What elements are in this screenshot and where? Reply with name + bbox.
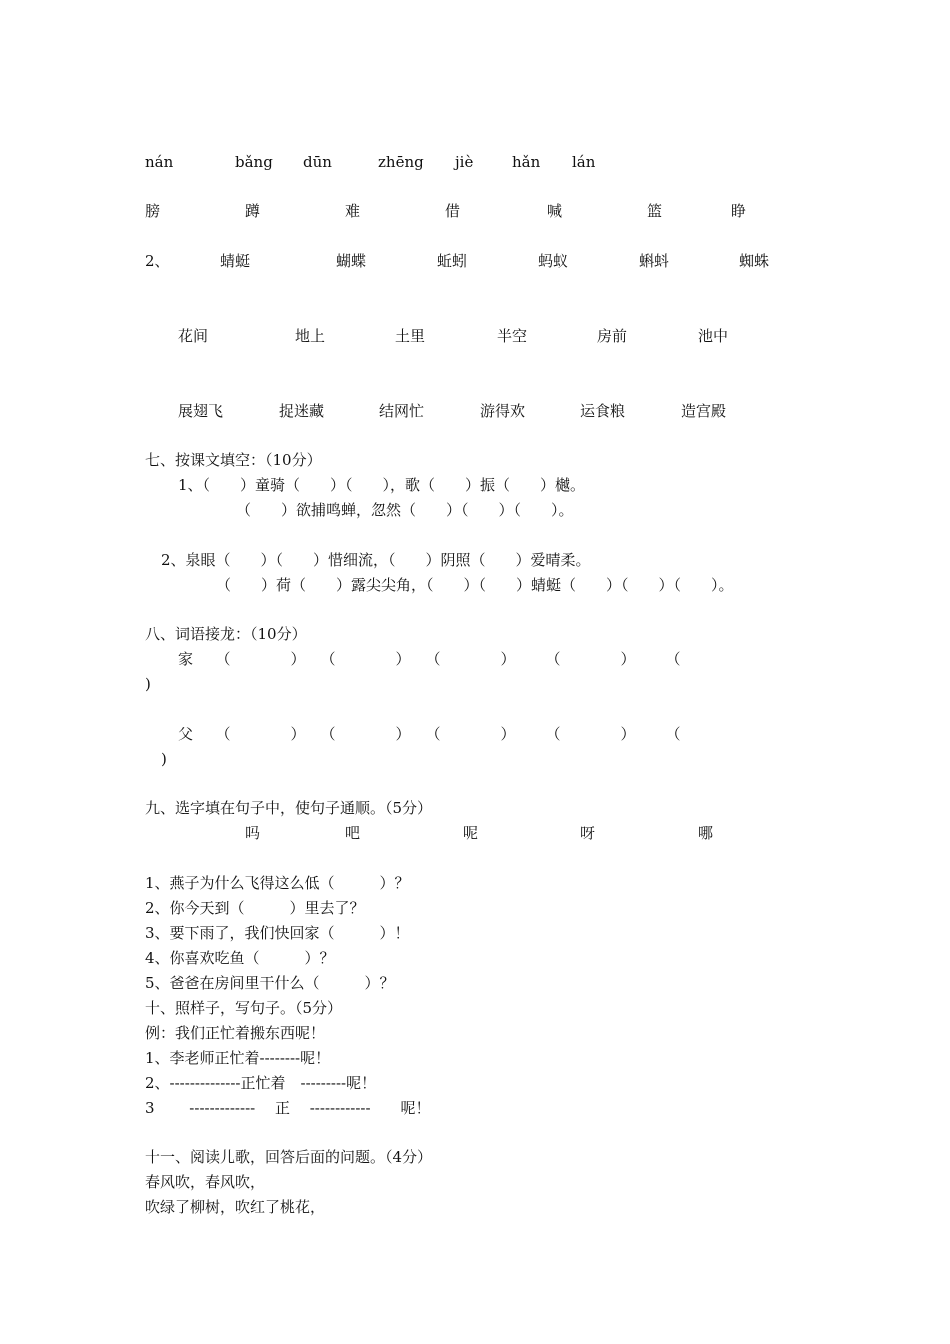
pinyin-7: lán	[572, 153, 596, 171]
char-6: 篮	[647, 202, 663, 220]
chain-row-2: 父 （ ） （ ） （ ） （ ） （	[178, 725, 681, 743]
section-10-title: 十、照样子，写句子。（5分）	[145, 999, 343, 1017]
option-3: 呢	[463, 824, 479, 842]
place-3: 土里	[395, 327, 426, 345]
char-2: 蹲	[245, 202, 261, 220]
char-3: 难	[345, 202, 361, 220]
char-7: 睁	[731, 202, 747, 220]
insect-1: 蜻蜓	[220, 252, 251, 270]
insect-5: 蝌蚪	[639, 252, 670, 270]
s10-line-1: 1、李老师正忙着--------呢！	[145, 1049, 331, 1067]
s7-line-1: 1、（ ）童骑（ ）（ ），歌（ ）振（ ）樾。	[178, 476, 586, 494]
action-5: 运食粮	[580, 402, 626, 420]
chain-row-1-tail: )	[145, 675, 151, 693]
insect-2: 蝴蝶	[336, 252, 367, 270]
place-2: 地上	[295, 327, 326, 345]
insect-6: 蜘蛛	[739, 252, 770, 270]
action-2: 捉迷藏	[279, 402, 325, 420]
s10-line-3: 3 ------------- 正 ------------ 呢！	[145, 1099, 431, 1117]
place-5: 房前	[597, 327, 628, 345]
s10-example: 例：我们正忙着搬东西呢！	[145, 1024, 326, 1042]
pinyin-3: dūn	[303, 153, 332, 171]
pinyin-1: nán	[145, 153, 174, 171]
poem-line-1: 春风吹，春风吹，	[145, 1173, 266, 1191]
pinyin-4: zhēng	[378, 153, 424, 171]
s9-item-1: 1、燕子为什么飞得这么低（ ）？	[145, 874, 410, 892]
char-1: 膀	[145, 202, 161, 220]
q2-number: 2、	[145, 252, 170, 270]
option-4: 呀	[580, 824, 596, 842]
pinyin-5: jiè	[455, 153, 474, 171]
option-1: 吗	[245, 824, 261, 842]
chain-row-2-tail: )	[161, 750, 167, 768]
chain-row-1: 家 （ ） （ ） （ ） （ ） （	[178, 650, 681, 668]
place-6: 池中	[698, 327, 729, 345]
action-4: 游得欢	[480, 402, 526, 420]
poem-line-2: 吹绿了柳树，吹红了桃花，	[145, 1198, 326, 1216]
section-8-title: 八、词语接龙：（10分）	[145, 625, 307, 643]
section-7-title: 七、按课文填空：（10分）	[145, 451, 322, 469]
char-4: 借	[445, 202, 461, 220]
place-1: 花间	[178, 327, 209, 345]
place-4: 半空	[497, 327, 528, 345]
section-11-title: 十一、阅读儿歌，回答后面的问题。（4分）	[145, 1148, 433, 1166]
action-1: 展翅飞	[178, 402, 224, 420]
s9-item-2: 2、你今天到（ ）里去了？	[145, 899, 365, 917]
s9-item-5: 5、爸爸在房间里干什么（ ）？	[145, 974, 395, 992]
insect-4: 蚂蚁	[538, 252, 569, 270]
s7-line-3: 2、泉眼（ ）（ ）惜细流，（ ）阴照（ ）爱晴柔。	[161, 551, 591, 569]
action-6: 造宫殿	[681, 402, 727, 420]
section-9-title: 九、选字填在句子中，使句子通顺。（5分）	[145, 799, 433, 817]
s10-line-2: 2、--------------正忙着 ---------呢！	[145, 1074, 377, 1092]
pinyin-6: hǎn	[512, 153, 541, 171]
option-2: 吧	[345, 824, 361, 842]
pinyin-2: bǎng	[235, 153, 273, 171]
s7-line-2: （ ）欲捕鸣蝉，忽然（ ）（ ）（ ）。	[236, 501, 574, 519]
char-5: 喊	[547, 202, 563, 220]
s9-item-3: 3、要下雨了，我们快回家（ ）！	[145, 924, 410, 942]
s9-item-4: 4、你喜欢吃鱼（ ）？	[145, 949, 335, 967]
s7-line-4: （ ）荷（ ）露尖尖角，（ ）（ ）蜻蜓（ ）（ ）（ ）。	[216, 576, 734, 594]
option-5: 哪	[698, 824, 714, 842]
action-3: 结网忙	[379, 402, 425, 420]
insect-3: 蚯蚓	[437, 252, 468, 270]
